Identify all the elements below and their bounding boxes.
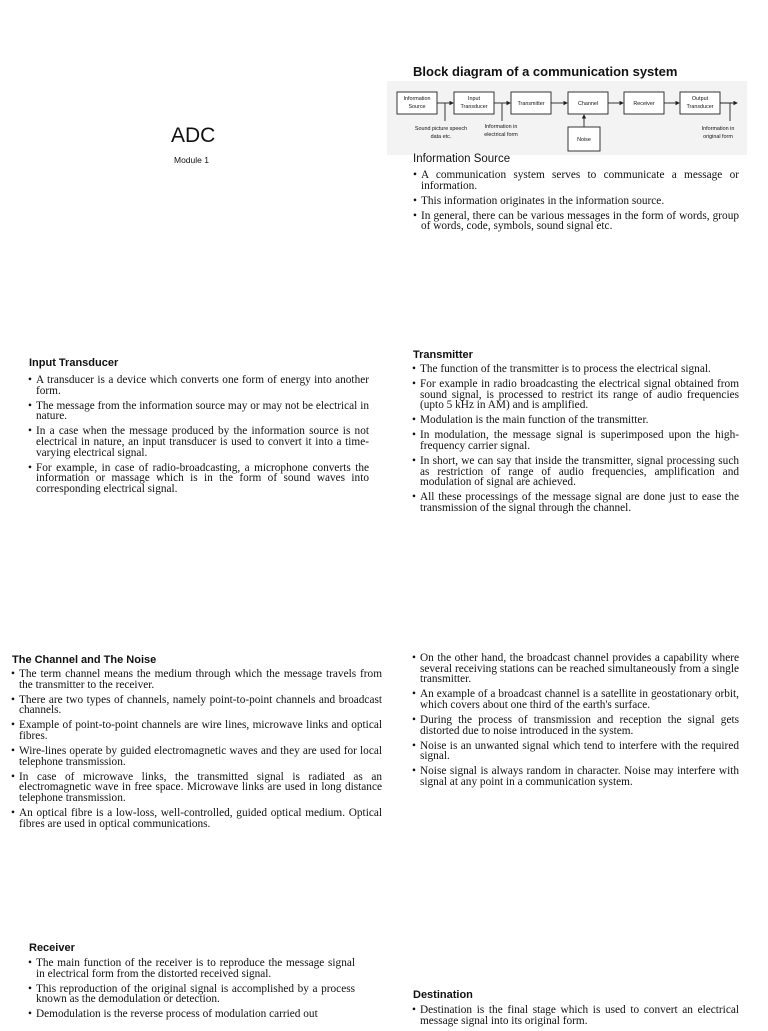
title-slide (0, 60, 384, 240)
diagram-title: Block diagram of a communication system (413, 64, 678, 79)
label-output-transducer-2: Transducer (686, 104, 714, 110)
information-source-bullets (414, 170, 739, 236)
list-item: • There are two types of channels, namely point-to-point channels and broadcast channels. (12, 695, 382, 716)
list-item: • In short, we can say that inside the transmitter, signal processing such as restriction of range of audio frequencies, amplification and modulation of signal are achieved. (413, 456, 739, 488)
information-source-heading: Information Source (413, 153, 511, 165)
broadcast-channel-slide (413, 653, 739, 792)
caption-electrical-1: Information in (484, 124, 518, 130)
label-input-transducer-2: Transducer (460, 104, 488, 110)
input-transducer-slide (29, 357, 369, 499)
label-receiver: Receiver (633, 101, 655, 107)
list-item: • Noise signal is always random in character. Noise may interfere with signal at any point in a communication system. (413, 766, 739, 787)
label-transmitter: Transmitter (517, 101, 545, 107)
transmitter-bullets (413, 364, 739, 514)
list-item: • Demodulation is the reverse process of modulation carried out (29, 1009, 355, 1020)
list-item: • The main function of the receiver is to reproduce the message signal in electrical form from the distorted received signal. (29, 958, 355, 979)
list-item: • On the other hand, the broadcast channel provides a capability where several receiving stations can be reached simultaneously from a single transmitter. (413, 653, 739, 685)
block-diagram-svg (387, 81, 747, 155)
list-item: • In general, there can be various messages in the form of words, group of words, code, symbols, sound signal etc. (414, 211, 739, 232)
list-item: • A communication system serves to communicate a message or information. (414, 170, 739, 191)
list-item: • For example in radio broadcasting the electrical signal obtained from sound signal, is processed to restrict its range of audio frequencies (upto 5 kHz in AM) and is amplified. (413, 379, 739, 411)
list-item: • This information originates in the information source. (414, 196, 739, 207)
list-item: • For example, in case of radio-broadcasting, a microphone converts the information or massage which is in the form of sound waves into corresponding electrical signal. (29, 463, 369, 495)
transmitter-slide (413, 349, 739, 518)
list-item: • A transducer is a device which converts one form of energy into another form. (29, 375, 369, 396)
list-item: • Noise is an unwanted signal which tend to interfere with the required signal. (413, 741, 739, 762)
list-item: • Wire-lines operate by guided electromagnetic waves and they are used for local telephone transmission. (12, 746, 382, 767)
destination-heading: Destination (413, 989, 473, 1001)
label-output-transducer-1: Output (691, 96, 709, 102)
list-item: • All these processings of the message signal are done just to ease the transmission of the signal through the channel. (413, 492, 739, 513)
caption-original-2: original form (703, 134, 733, 140)
input-transducer-bullets (29, 375, 369, 494)
receiver-heading: Receiver (29, 942, 75, 954)
list-item: • In modulation, the message signal is superimposed upon the high-frequency carrier signal. (413, 430, 739, 451)
list-item: • An optical fibre is a low-loss, well-controlled, guided optical medium. Optical fibres are used in optical communications. (12, 808, 382, 829)
list-item: • Destination is the final stage which is used to convert an electrical message signal into its original form. (413, 1005, 739, 1026)
list-item: • In a case when the message produced by the information source is not electrical in nature, an input transducer is used to convert it into a time-varying electrical signal. (29, 426, 369, 458)
label-info-source-2: Source (408, 104, 426, 110)
list-item: • The function of the transmitter is to process the electrical signal. (413, 364, 739, 375)
list-item: • Modulation is the main function of the transmitter. (413, 415, 739, 426)
caption-electrical-2: electrical form (484, 132, 518, 138)
list-item: • During the process of transmission and reception the signal gets distorted due to noise introduced in the system. (413, 715, 739, 736)
label-noise: Noise (577, 137, 591, 143)
list-item: • Example of point-to-point channels are wire lines, microwave links and optical fibres. (12, 720, 382, 741)
block-diagram-slide (385, 60, 768, 250)
list-item: • In case of microwave links, the transmitted signal is radiated as an electromagnetic wave in free space. Microwave links are used in long distance telephone transmission. (12, 772, 382, 804)
receiver-slide (29, 942, 355, 1024)
channel-noise-heading: The Channel and The Noise (12, 654, 157, 666)
input-transducer-heading: Input Transducer (29, 357, 119, 369)
transmitter-heading: Transmitter (413, 349, 473, 361)
slide-subtitle: Module 1 (174, 155, 209, 165)
list-item: • The message from the information source may or may not be electrical in nature. (29, 401, 369, 422)
destination-bullets (413, 1005, 739, 1026)
list-item: • An example of a broadcast channel is a satellite in geostationary orbit, which covers about one third of the earth's surface. (413, 689, 739, 710)
label-input-transducer-1: Input (468, 96, 480, 102)
caption-original-1: Information in (701, 126, 735, 132)
broadcast-bullets (413, 653, 739, 788)
list-item: • The term channel means the medium through which the message travels from the transmitter to the receiver. (12, 669, 382, 690)
channel-noise-bullets (12, 669, 382, 829)
label-channel: Channel (577, 101, 599, 107)
receiver-bullets (29, 958, 355, 1020)
block-diagram (387, 81, 747, 155)
caption-source-1: Sound picture speech (414, 126, 468, 132)
slide-title: ADC (171, 124, 216, 147)
caption-source-2: data etc. (430, 134, 452, 140)
destination-slide (413, 989, 739, 1031)
channel-noise-slide (12, 654, 382, 834)
list-item: • This reproduction of the original signal is accomplished by a process known as the demodulation or detection. (29, 984, 355, 1005)
label-info-source-1: Information (403, 96, 431, 102)
